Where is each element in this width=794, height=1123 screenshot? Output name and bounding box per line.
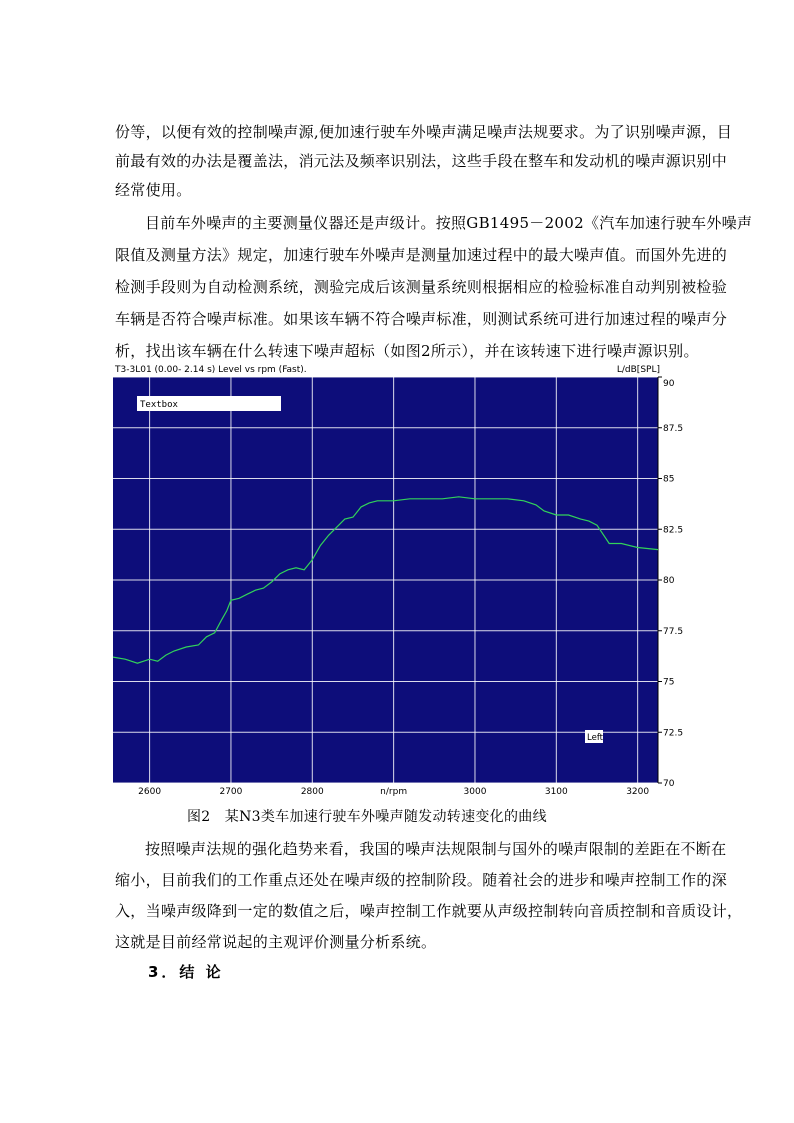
x-tick-label: 2600 [138, 787, 162, 797]
paragraph-3-line: 这就是目前经常说起的主观评价测量分析系统。 [115, 933, 437, 951]
paragraph-2 [115, 212, 753, 360]
section-heading: 3．结 论 [148, 963, 224, 981]
paragraph-1 [115, 121, 733, 201]
figure-header-title: T3-3L01 (0.00- 2.14 s) Level vs rpm (Fast). [115, 365, 307, 375]
paragraph-3 [115, 838, 743, 953]
channel-label: Left [587, 733, 603, 743]
y-tick-label: 82.5 [663, 525, 684, 536]
y-tick-label: 77.5 [663, 626, 684, 637]
x-tick-label: 2700 [219, 787, 243, 797]
paragraph-2-line: 车辆是否符合噪声标准。如果该车辆不符合噪声标准，则测试系统可进行加速过程的噪声分 [115, 310, 728, 328]
paragraph-1-line: 前最有效的办法是覆盖法，消元法及频率识别法，这些手段在整车和发动机的噪声源识别中 [115, 152, 728, 170]
figure-header-unit: L/dB[SPL] [616, 365, 660, 375]
y-tick-label: 72.5 [663, 728, 684, 739]
y-tick-label: 90 [663, 379, 675, 389]
y-tick-label: 80 [663, 576, 675, 586]
figure-header [115, 365, 660, 377]
paragraph-2-line: 限值及测量方法》规定，加速行驶车外噪声是测量加速过程中的最大噪声值。而国外先进的 [115, 246, 728, 264]
figure-caption: 图2 某N3类车加速行驶车外噪声随发动转速变化的曲线 [187, 809, 547, 825]
paragraph-2-line: 目前车外噪声的主要测量仪器还是声级计。按照GB1495－2002《汽车加速行驶车外噪声 [145, 214, 753, 232]
x-tick-label: 3000 [463, 787, 487, 797]
y-tick-label: 70 [663, 779, 675, 789]
y-tick-label: 85 [663, 474, 675, 485]
y-tick-label: 87.5 [663, 423, 684, 434]
paragraph-1-line: 份等，以便有效的控制噪声源,便加速行驶车外噪声满足噪声法规要求。为了识别噪声源，目 [115, 123, 733, 141]
y-tick-label: 75 [663, 677, 675, 688]
paragraph-3-line: 按照噪声法规的强化趋势来看，我国的噪声法规限制与国外的噪声限制的差距在不断在 [145, 840, 727, 858]
x-tick-label: 3200 [626, 787, 650, 797]
paragraph-2-line: 检测手段则为自动检测系统，测验完成后该测量系统则根据相应的检验标准自动判别被检验 [115, 278, 728, 296]
textbox-annotation-label: Textbox [140, 400, 178, 410]
x-tick-label: 2800 [300, 787, 324, 797]
paragraph-3-line: 缩小，目前我们的工作重点还处在噪声级的控制阶段。随着社会的进步和噪声控制工作的深 [115, 871, 728, 889]
paragraph-3-line: 入，当噪声级降到一定的数值之后，噪声控制工作就要从声级控制转向音质控制和音质设计， [115, 902, 743, 920]
paragraph-1-line: 经常使用。 [115, 181, 192, 199]
paragraph-2-line: 析，找出该车辆在什么转速下噪声超标（如图2所示），并在该转速下进行噪声源识别。 [115, 342, 699, 360]
rpm-noise-chart [113, 377, 684, 797]
x-tick-label: 3100 [544, 787, 568, 797]
x-tick-label: n/rpm [380, 787, 408, 797]
